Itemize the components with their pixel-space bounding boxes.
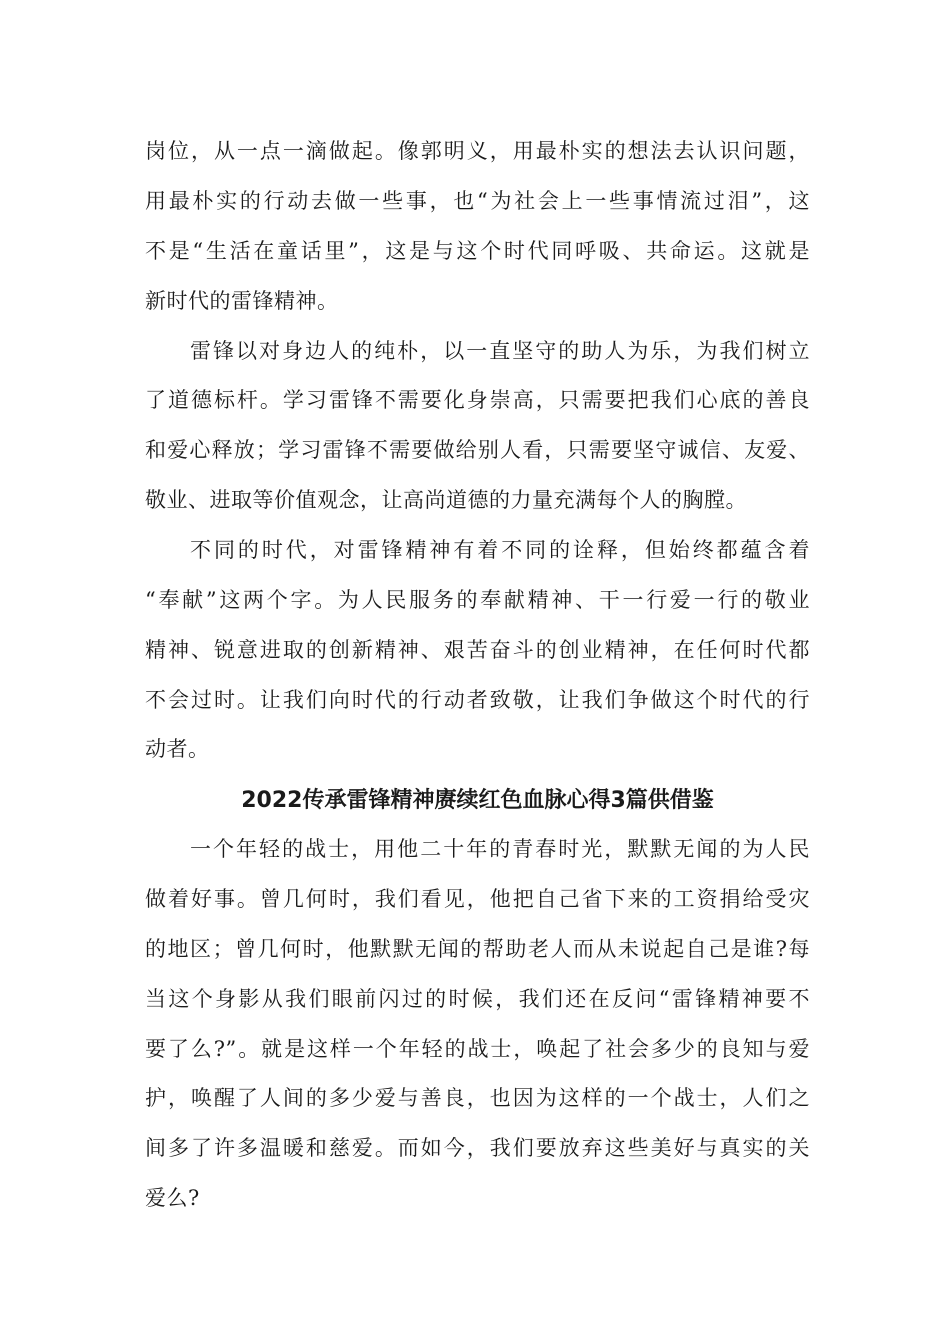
paragraph-3-line-3: 精神、锐意进取的创新精神、艰苦奋斗的创业精神，在任何时代都 [145, 638, 810, 662]
paragraph-3-line-1: 不同的时代，对雷锋精神有着不同的诠释，但始终都蕴含着 [190, 538, 810, 562]
paragraph-1-line-4: 新时代的雷锋精神。 [145, 289, 339, 313]
paragraph-4-line-2: 做着好事。曾几何时，我们看见，他把自己省下来的工资捐给受灾 [145, 887, 810, 911]
paragraph-1-line-2: 用最朴实的行动去做一些事，也“为社会上一些事情流过泪”，这 [145, 189, 810, 213]
paragraph-2-line-4: 敬业、进取等价值观念，让高尚道德的力量充满每个人的胸膛。 [145, 488, 747, 512]
paragraph-3-line-2: “奉献”这两个字。为人民服务的奉献精神、干一行爱一行的敬业 [145, 588, 810, 612]
paragraph-3-line-4: 不会过时。让我们向时代的行动者致敬，让我们争做这个时代的行 [145, 688, 810, 712]
paragraph-4-line-8: 爱么? [145, 1186, 200, 1210]
paragraph-4-line-3: 的地区；曾几何时，他默默无闻的帮助老人而从未说起自己是谁?每 [145, 937, 810, 961]
paragraph-4-line-1: 一个年轻的战士，用他二十年的青春时光，默默无闻的为人民 [190, 837, 810, 861]
paragraph-4-line-5: 要了么?”。就是这样一个年轻的战士，唤起了社会多少的良知与爱 [145, 1037, 810, 1061]
paragraph-1-line-1: 岗位，从一点一滴做起。像郭明义，用最朴实的想法去认识问题， [145, 139, 810, 163]
paragraph-2-line-3: 和爱心释放；学习雷锋不需要做给别人看，只需要坚守诚信、友爱、 [145, 438, 810, 462]
paragraph-4-line-7: 间多了许多温暖和慈爱。而如今，我们要放弃这些美好与真实的关 [145, 1136, 810, 1160]
paragraph-2-line-2: 了道德标杆。学习雷锋不需要化身崇高，只需要把我们心底的善良 [145, 388, 810, 412]
paragraph-2-line-1: 雷锋以对身边人的纯朴，以一直坚守的助人为乐，为我们树立 [190, 339, 810, 363]
paragraph-1-line-3: 不是“生活在童话里”，这是与这个时代同呼吸、共命运。这就是 [145, 239, 810, 263]
section-heading: 2022传承雷锋精神赓续红色血脉心得3篇供借鉴 [241, 788, 714, 813]
paragraph-4-line-4: 当这个身影从我们眼前闪过的时候，我们还在反问“雷锋精神要不 [145, 987, 810, 1011]
paragraph-4-line-6: 护，唤醒了人间的多少爱与善良，也因为这样的一个战士，人们之 [145, 1086, 810, 1110]
paragraph-3-line-5: 动者。 [145, 737, 210, 761]
